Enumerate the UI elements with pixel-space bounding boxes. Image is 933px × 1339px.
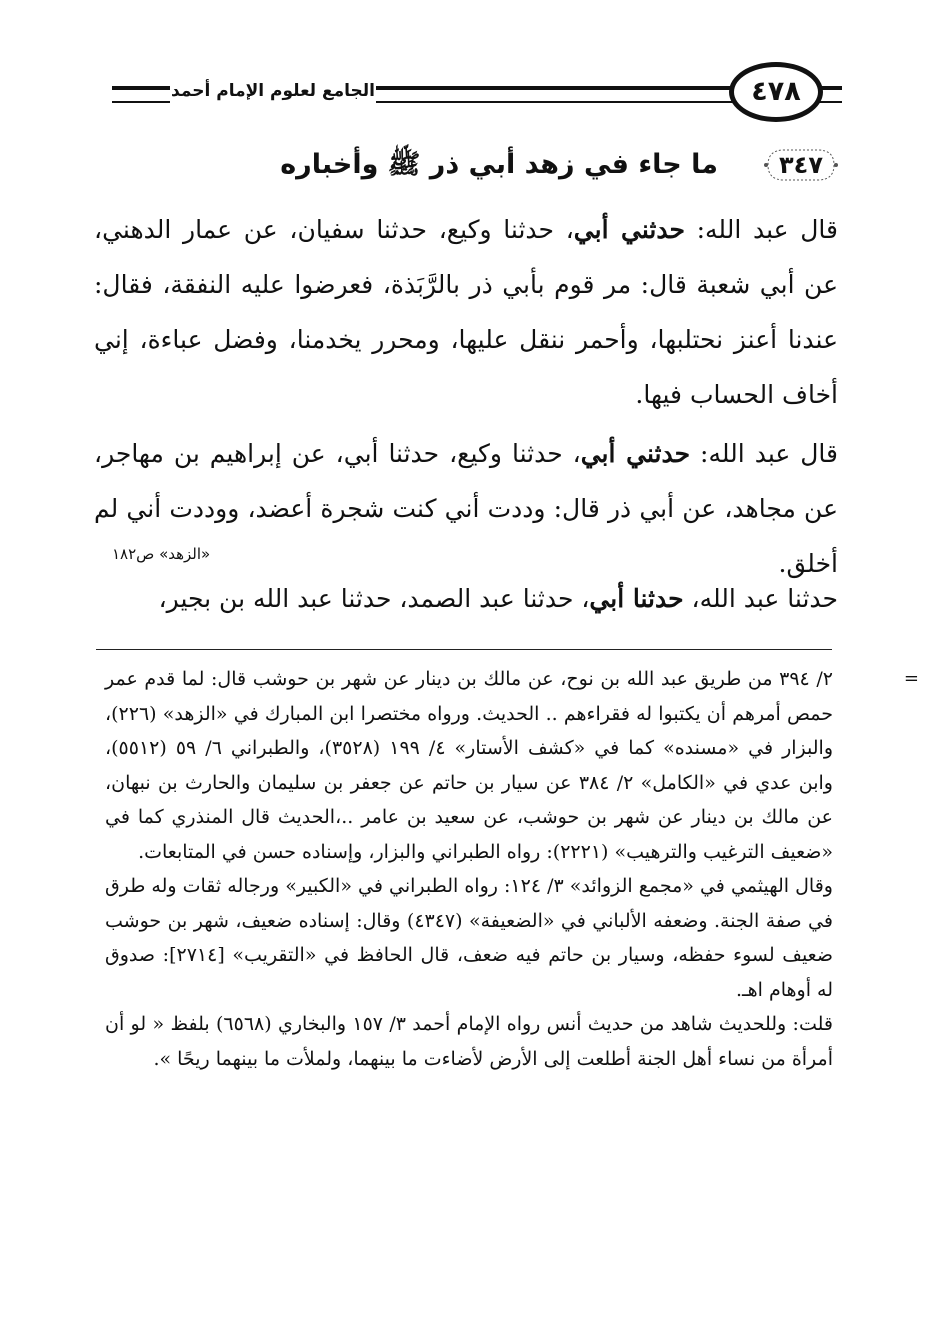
page-header xyxy=(112,62,840,126)
section-number: ٣٤٧ xyxy=(779,151,823,179)
footnote-paragraph: ٢/ ٣٩٤ من طريق عبد الله بن نوح، عن مالك بن دينار عن شهر بن حوشب قال: لما قدم عمر حمص أمرهم أن يكتبوا له فقراءهم .. الحديث. ورواه مختصرا ابن المبارك في «الزهد» (٢٢٦)، والبزار في «مسنده» كما في «كشف الأستار» ٤/ ١٩٩ (٣٥٢٨)، والطبراني ٦/ ٥٩ (٥٥١٢)، وابن عدي في «الكامل» ٢/ ٣٨٤ عن سيار بن حاتم عن جعفر بن سليمان والحارث بن نبهان، عن مالك بن دينار عن شهر بن حوشب، عن سعيد بن عامر ..،الحديث قال المنذري كما في «ضعيف الترغيب والترهيب» (٢٢٢١): رواه الطبراني والبزار، وإسناده حسن في المتابعات. xyxy=(105,668,834,863)
narration-paragraph: قال عبد الله: حدثني أبي، حدثنا وكيع، حدثنا سفيان، عن عمار الدهني، عن أبي شعبة قال: مر قوم بأبي ذر بالرَّبَذة، فعرضوا عليه النفقة، فقال: عندنا أعنز نحتلبها، وأحمر ننقل عليها، ومحرر يخدمنا، وفضل عباءة، إني أخاف الحساب فيها. xyxy=(94,215,838,409)
section-title: ما جاء في زهد أبي ذر ﷺ وأخباره xyxy=(280,149,718,180)
emphasized-narrator: حدثنا أبي xyxy=(589,584,684,613)
footnote-separator xyxy=(96,649,832,650)
footnote-paragraph: وقال الهيثمي في «مجمع الزوائد» ٣/ ١٢٤: رواه الطبراني في «الكبير» ورجاله ثقات وله طرق في صفة الجنة. وضعفه الألباني في «الضعيفة» (٤٣٤٧) وقال: إسناده ضعيف، شهر بن حوشب ضعيف لسوء حفظه، وسيار بن حاتم فيه ضعف، قال الحافظ في «التقريب» [٢٧١٤]: صدوق له أوهام اهـ. xyxy=(105,875,833,1001)
footnotes xyxy=(105,662,919,1076)
main-text xyxy=(94,202,838,591)
section-heading xyxy=(100,140,840,192)
source-reference: «الزهد» ص١٨٢ xyxy=(112,545,211,563)
page-number-badge xyxy=(729,62,823,122)
page-number: ٤٧٨ xyxy=(751,76,801,107)
continuation-marker: = xyxy=(903,668,919,689)
header-double-rule-end xyxy=(112,86,170,103)
emphasized-narrator: حدثني أبي xyxy=(580,439,691,468)
narration-paragraph: قال عبد الله: حدثني أبي، حدثنا وكيع، حدثنا أبي، عن إبراهيم بن مهاجر، عن مجاهد، عن أبي ذر قال: وددت أني كنت شجرة أعضد، ووددت أني لم أخلق. xyxy=(94,439,838,578)
running-title: الجامع لعلوم الإمام أحمد xyxy=(170,76,376,106)
section-number-ornament xyxy=(762,144,840,186)
footnote-paragraph: قلت: وللحديث شاهد من حديث أنس رواه الإمام أحمد ٣/ ١٥٧ والبخاري (٦٥٦٨) بلفظ « لو أن أمرأة من نساء أهل الجنة أطلعت إلى الأرض لأضاءت ما بينهما، ولملأت ما بينهما ريحًا ». xyxy=(105,1013,833,1070)
narration-paragraph: حدثنا عبد الله، حدثنا أبي، حدثنا عبد الصمد، حدثنا عبد الله بن بجير، xyxy=(158,584,838,613)
emphasized-narrator: حدثني أبي xyxy=(573,215,685,244)
